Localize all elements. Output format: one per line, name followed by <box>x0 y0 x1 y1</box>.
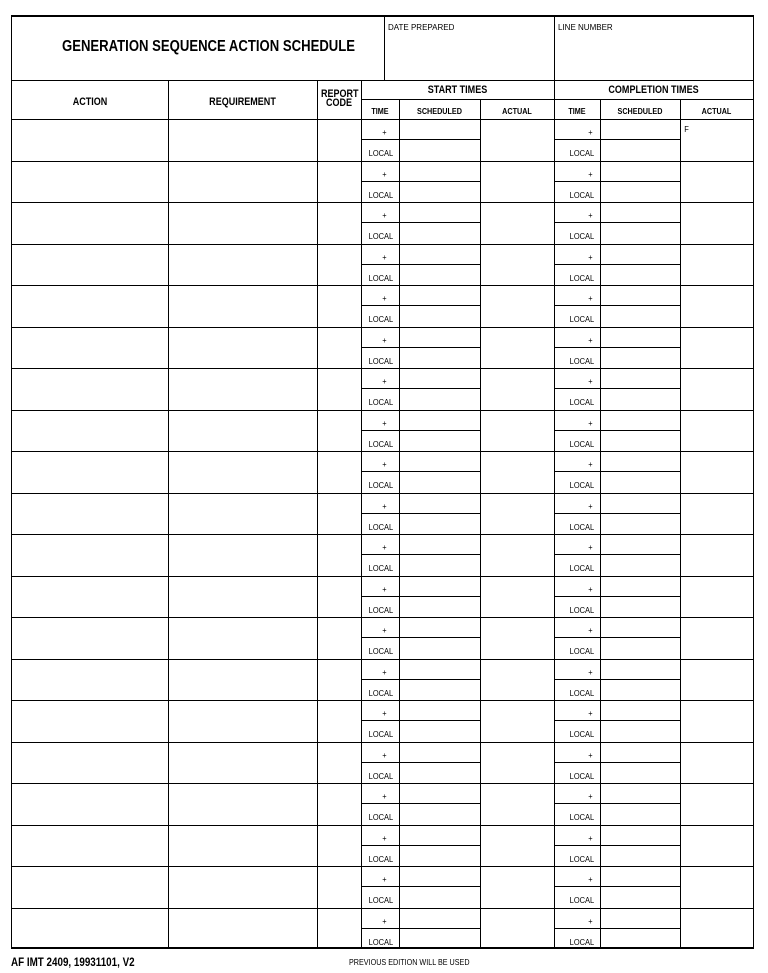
requirement-field[interactable] <box>169 161 317 203</box>
completion-local-label: LOCAL <box>569 936 595 947</box>
completion-local-label: LOCAL <box>569 563 595 573</box>
schedule-row <box>12 493 753 535</box>
start-local-label: LOCAL <box>368 314 394 324</box>
schedule-row <box>12 700 753 742</box>
start-local-label: LOCAL <box>368 604 394 615</box>
requirement-field[interactable] <box>169 327 317 369</box>
start-actual-field[interactable] <box>481 244 554 286</box>
row-mid-rule <box>361 928 480 929</box>
start-plus-label: + <box>382 376 387 386</box>
action-field[interactable] <box>12 244 168 286</box>
start-plus-label: + <box>382 915 387 926</box>
completion-plus-label: + <box>588 791 593 801</box>
action-field[interactable] <box>12 576 168 618</box>
row-mid-rule <box>361 637 480 638</box>
start-plus-label: + <box>382 127 387 137</box>
row-mid-rule <box>361 762 480 763</box>
report-code-field[interactable] <box>318 368 361 410</box>
completion-plus-label: + <box>588 625 593 635</box>
schedule-row <box>12 202 753 244</box>
completion-plus-label: + <box>588 749 593 760</box>
completion-local-label: LOCAL <box>569 231 595 241</box>
completion-plus-label: + <box>588 251 593 262</box>
action-field[interactable] <box>12 368 168 410</box>
requirement-field[interactable] <box>169 285 317 327</box>
completion-actual-field[interactable] <box>681 451 753 493</box>
completion-plus-label: + <box>588 832 593 843</box>
requirement-field[interactable] <box>169 493 317 535</box>
schedule-row <box>12 244 753 286</box>
completion-plus-label: + <box>588 293 593 303</box>
start-local-label: LOCAL <box>368 231 394 241</box>
requirement-field[interactable] <box>169 866 317 908</box>
completion-actual-field[interactable] <box>681 119 753 161</box>
start-actual-field[interactable] <box>481 202 554 244</box>
completion-plus-label: + <box>588 127 593 137</box>
requirement-field[interactable] <box>169 119 317 161</box>
start-plus-label: + <box>382 500 387 511</box>
start-actual-field[interactable] <box>481 576 554 618</box>
start-plus-label: + <box>382 251 387 262</box>
start-actual-field[interactable] <box>481 742 554 784</box>
completion-plus-label: + <box>588 583 593 594</box>
completion-scheduled-subheader: SCHEDULED <box>617 106 663 116</box>
start-actual-field[interactable] <box>481 783 554 825</box>
completion-times-header: COMPLETION TIMES <box>608 84 699 96</box>
action-field[interactable] <box>12 700 168 742</box>
start-actual-field[interactable] <box>481 161 554 203</box>
row-mid-rule <box>554 222 680 223</box>
action-field[interactable] <box>12 742 168 784</box>
start-actual-field[interactable] <box>481 451 554 493</box>
completion-plus-label: + <box>588 708 593 718</box>
start-actual-field[interactable] <box>481 534 554 576</box>
start-local-label: LOCAL <box>368 770 394 781</box>
start-actual-subheader: ACTUAL <box>502 106 532 116</box>
completion-plus-label: + <box>588 666 593 677</box>
requirement-field[interactable] <box>169 576 317 618</box>
start-local-label: LOCAL <box>368 272 394 283</box>
action-field[interactable] <box>12 783 168 825</box>
completion-actual-field[interactable] <box>681 493 753 535</box>
row-mid-rule <box>554 928 680 929</box>
completion-actual-field[interactable] <box>681 866 753 908</box>
requirement-field[interactable] <box>169 534 317 576</box>
completion-local-label: LOCAL <box>569 272 595 283</box>
report-code-field[interactable] <box>318 659 361 701</box>
requirement-field[interactable] <box>169 368 317 410</box>
completion-plus-label: + <box>588 874 593 884</box>
header-rule <box>12 80 753 81</box>
report-code-field[interactable] <box>318 451 361 493</box>
report-code-field[interactable] <box>318 908 361 950</box>
start-actual-field[interactable] <box>481 866 554 908</box>
requirement-field[interactable] <box>169 202 317 244</box>
header-subrule <box>361 99 753 100</box>
row-mid-rule <box>554 181 680 182</box>
report-code-field[interactable] <box>318 202 361 244</box>
row-mid-rule <box>361 347 480 348</box>
completion-plus-label: + <box>588 500 593 511</box>
action-field[interactable] <box>12 285 168 327</box>
start-plus-label: + <box>382 625 387 635</box>
completion-actual-field[interactable] <box>681 783 753 825</box>
completion-plus-label: + <box>588 168 593 179</box>
row-mid-rule <box>554 637 680 638</box>
schedule-row <box>12 742 753 784</box>
schedule-row <box>12 825 753 867</box>
start-local-label: LOCAL <box>368 936 394 947</box>
completion-plus-label: + <box>588 210 593 220</box>
report-code-header-line2: CODE <box>325 97 353 109</box>
completion-local-label: LOCAL <box>569 646 595 656</box>
row-mid-rule <box>361 513 480 514</box>
start-plus-label: + <box>382 210 387 220</box>
schedule-row <box>12 866 753 908</box>
completion-local-label: LOCAL <box>569 604 595 615</box>
start-actual-field[interactable] <box>481 825 554 867</box>
start-local-label: LOCAL <box>368 729 394 739</box>
start-local-label: LOCAL <box>368 189 394 200</box>
row-mid-rule <box>361 139 480 140</box>
completion-actual-subheader: ACTUAL <box>701 106 732 116</box>
action-field[interactable] <box>12 327 168 369</box>
start-actual-field[interactable] <box>481 285 554 327</box>
completion-actual-field[interactable] <box>681 202 753 244</box>
requirement-field[interactable] <box>169 451 317 493</box>
requirement-field[interactable] <box>169 783 317 825</box>
action-field[interactable] <box>12 534 168 576</box>
start-plus-label: + <box>382 832 387 843</box>
row-mid-rule <box>361 388 480 389</box>
completion-local-label: LOCAL <box>569 355 595 366</box>
completion-local-label: LOCAL <box>569 812 595 822</box>
start-actual-field[interactable] <box>481 368 554 410</box>
row-mid-rule <box>554 139 680 140</box>
completion-local-label: LOCAL <box>569 189 595 200</box>
requirement-field[interactable] <box>169 908 317 950</box>
row-mid-rule <box>554 845 680 846</box>
start-plus-label: + <box>382 293 387 303</box>
completion-plus-label: + <box>588 376 593 386</box>
edition-note: PREVIOUS EDITION WILL BE USED <box>349 958 470 967</box>
start-time-subheader: TIME <box>371 106 389 116</box>
completion-plus-label: + <box>588 915 593 926</box>
row-mid-rule <box>554 471 680 472</box>
completion-plus-label: + <box>588 459 593 469</box>
start-plus-label: + <box>382 708 387 718</box>
requirement-field[interactable] <box>169 659 317 701</box>
report-code-field[interactable] <box>318 119 361 161</box>
row-mid-rule <box>554 886 680 887</box>
action-field[interactable] <box>12 825 168 867</box>
row-mid-rule <box>361 596 480 597</box>
row-mid-rule <box>361 264 480 265</box>
schedule-row <box>12 285 753 327</box>
report-code-field[interactable] <box>318 161 361 203</box>
completion-actual-field[interactable] <box>681 327 753 369</box>
row-mid-rule <box>361 471 480 472</box>
report-code-field[interactable] <box>318 866 361 908</box>
row-mid-rule <box>554 762 680 763</box>
report-code-field[interactable] <box>318 534 361 576</box>
start-local-label: LOCAL <box>368 646 394 656</box>
row-mid-rule <box>361 430 480 431</box>
start-actual-field[interactable] <box>481 908 554 950</box>
completion-local-label: LOCAL <box>569 895 595 905</box>
action-field[interactable] <box>12 119 168 161</box>
completion-local-label: LOCAL <box>569 480 595 490</box>
start-plus-label: + <box>382 334 387 345</box>
start-plus-label: + <box>382 749 387 760</box>
action-field[interactable] <box>12 908 168 950</box>
completion-actual-field[interactable] <box>681 700 753 742</box>
completion-actual-field[interactable] <box>681 576 753 618</box>
row-mid-rule <box>554 305 680 306</box>
completion-actual-field[interactable] <box>681 161 753 203</box>
completion-actual-mark: F <box>684 124 689 134</box>
start-plus-label: + <box>382 168 387 179</box>
completion-plus-label: + <box>588 417 593 428</box>
row-mid-rule <box>361 720 480 721</box>
schedule-row <box>12 327 753 369</box>
completion-plus-label: + <box>588 542 593 552</box>
schedule-row <box>12 410 753 452</box>
row-mid-rule <box>554 264 680 265</box>
requirement-field[interactable] <box>169 617 317 659</box>
start-local-label: LOCAL <box>368 895 394 905</box>
completion-actual-field[interactable] <box>681 285 753 327</box>
start-plus-label: + <box>382 791 387 801</box>
start-local-label: LOCAL <box>368 355 394 366</box>
row-mid-rule <box>554 554 680 555</box>
row-mid-rule <box>361 679 480 680</box>
schedule-row <box>12 783 753 825</box>
completion-local-label: LOCAL <box>569 397 595 407</box>
start-local-label: LOCAL <box>368 563 394 573</box>
completion-actual-field[interactable] <box>681 825 753 867</box>
completion-local-label: LOCAL <box>569 729 595 739</box>
completion-local-label: LOCAL <box>569 314 595 324</box>
start-local-label: LOCAL <box>368 397 394 407</box>
action-field[interactable] <box>12 493 168 535</box>
action-field[interactable] <box>12 617 168 659</box>
completion-actual-field[interactable] <box>681 534 753 576</box>
requirement-field[interactable] <box>169 742 317 784</box>
report-code-field[interactable] <box>318 576 361 618</box>
row-mid-rule <box>554 720 680 721</box>
report-code-field[interactable] <box>318 825 361 867</box>
requirement-field[interactable] <box>169 244 317 286</box>
row-mid-rule <box>361 845 480 846</box>
row-mid-rule <box>361 803 480 804</box>
completion-local-label: LOCAL <box>569 770 595 781</box>
action-field[interactable] <box>12 451 168 493</box>
schedule-row <box>12 119 753 161</box>
start-actual-field[interactable] <box>481 410 554 452</box>
row-mid-rule <box>554 679 680 680</box>
requirement-field[interactable] <box>169 700 317 742</box>
line-number-field[interactable] <box>555 33 752 79</box>
row-mid-rule <box>361 886 480 887</box>
completion-actual-field[interactable] <box>681 742 753 784</box>
action-header: ACTION <box>72 96 108 108</box>
completion-actual-field[interactable] <box>681 368 753 410</box>
date-prepared-label: DATE PREPARED <box>388 23 455 32</box>
completion-local-label: LOCAL <box>569 521 595 532</box>
schedule-row <box>12 161 753 203</box>
row-mid-rule <box>554 388 680 389</box>
completion-actual-field[interactable] <box>681 617 753 659</box>
action-field[interactable] <box>12 161 168 203</box>
schedule-row <box>12 617 753 659</box>
start-local-label: LOCAL <box>368 687 394 698</box>
action-field[interactable] <box>12 202 168 244</box>
row-mid-rule <box>554 347 680 348</box>
start-local-label: LOCAL <box>368 480 394 490</box>
row-mid-rule <box>361 222 480 223</box>
schedule-row <box>12 576 753 618</box>
form-title: GENERATION SEQUENCE ACTION SCHEDULE <box>62 38 356 55</box>
start-actual-field[interactable] <box>481 617 554 659</box>
row-mid-rule <box>554 513 680 514</box>
completion-actual-field[interactable] <box>681 659 753 701</box>
start-actual-field[interactable] <box>481 493 554 535</box>
action-field[interactable] <box>12 866 168 908</box>
report-code-field[interactable] <box>318 783 361 825</box>
completion-time-subheader: TIME <box>568 106 586 116</box>
start-local-label: LOCAL <box>368 812 394 822</box>
requirement-field[interactable] <box>169 825 317 867</box>
report-code-field[interactable] <box>318 244 361 286</box>
report-code-field[interactable] <box>318 700 361 742</box>
start-actual-field[interactable] <box>481 700 554 742</box>
completion-local-label: LOCAL <box>569 438 595 449</box>
start-actual-field[interactable] <box>481 659 554 701</box>
schedule-row <box>12 368 753 410</box>
start-plus-label: + <box>382 542 387 552</box>
schedule-row <box>12 659 753 701</box>
schedule-form <box>11 15 754 949</box>
start-local-label: LOCAL <box>368 148 394 158</box>
report-code-header-line1: REPORT <box>320 88 359 100</box>
completion-actual-field[interactable] <box>681 244 753 286</box>
completion-actual-field[interactable] <box>681 410 753 452</box>
date-prepared-field[interactable] <box>385 33 554 79</box>
report-code-field[interactable] <box>318 327 361 369</box>
start-actual-field[interactable] <box>481 119 554 161</box>
start-plus-label: + <box>382 666 387 677</box>
form-number: AF IMT 2409, 19931101, V2 <box>11 955 135 969</box>
start-local-label: LOCAL <box>368 438 394 449</box>
report-code-field[interactable] <box>318 285 361 327</box>
completion-local-label: LOCAL <box>569 687 595 698</box>
action-field[interactable] <box>12 410 168 452</box>
start-times-header: START TIMES <box>427 84 488 96</box>
completion-local-label: LOCAL <box>569 853 595 864</box>
line-number-label: LINE NUMBER <box>558 23 613 32</box>
start-plus-label: + <box>382 417 387 428</box>
schedule-row <box>12 534 753 576</box>
start-plus-label: + <box>382 583 387 594</box>
row-mid-rule <box>361 554 480 555</box>
row-mid-rule <box>554 596 680 597</box>
requirement-field[interactable] <box>169 410 317 452</box>
report-code-field[interactable] <box>318 742 361 784</box>
schedule-row <box>12 908 753 950</box>
report-code-field[interactable] <box>318 410 361 452</box>
row-mid-rule <box>361 181 480 182</box>
completion-actual-field[interactable] <box>681 908 753 950</box>
requirement-header: REQUIREMENT <box>209 96 276 108</box>
start-actual-field[interactable] <box>481 327 554 369</box>
report-code-field[interactable] <box>318 493 361 535</box>
start-local-label: LOCAL <box>368 521 394 532</box>
completion-local-label: LOCAL <box>569 148 595 158</box>
start-plus-label: + <box>382 459 387 469</box>
schedule-row <box>12 451 753 493</box>
row-mid-rule <box>361 305 480 306</box>
row-mid-rule <box>554 430 680 431</box>
row-mid-rule <box>554 803 680 804</box>
start-scheduled-subheader: SCHEDULED <box>417 106 462 116</box>
action-field[interactable] <box>12 659 168 701</box>
completion-plus-label: + <box>588 334 593 345</box>
start-local-label: LOCAL <box>368 853 394 864</box>
start-plus-label: + <box>382 874 387 884</box>
report-code-field[interactable] <box>318 617 361 659</box>
